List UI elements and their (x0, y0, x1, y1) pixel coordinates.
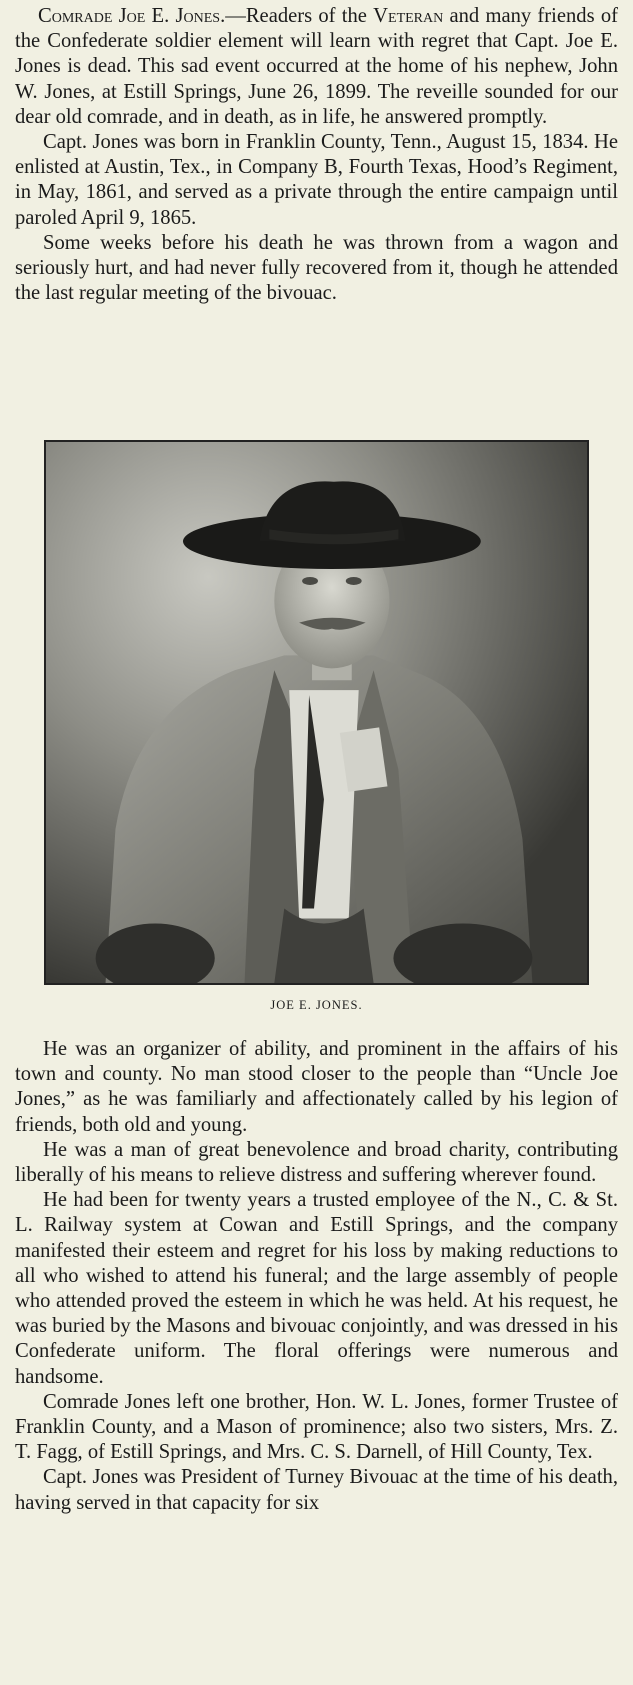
paragraph-8: Capt. Jones was President of Turney Bivouac at the time of his death, having served in that capacity for six (15, 1466, 618, 1514)
article-lead-name: Comrade Joe E. Jones (38, 5, 221, 27)
article-body (15, 1037, 618, 1516)
veteran-name: Veteran (373, 5, 444, 27)
paragraph-5: He was a man of great benevolence and broad charity, contributing liberally of his means to relieve distress and suffering wherever found. (15, 1138, 618, 1187)
paragraph-1 (15, 4, 618, 130)
portrait-photo (44, 440, 589, 985)
portrait-illustration (46, 442, 587, 983)
paragraph-1-text: and many friends of the Confederate soldier element will learn with regret that Capt. Joe E. Jones is dead. This sad event occurred at the home of his nephew, John W. Jones, at Estill Springs, June 26, 1899. The reveille sounded for our dear old comrade, and in death, as in life, he answered promptly. (15, 5, 619, 128)
lead-text: .—Readers of the (220, 5, 374, 27)
paragraph-2: Capt. Jones was born in Franklin County, Tenn., August 15, 1834. He enlisted at Austin, Tex., in Company B, Fourth Texas, Hood’s Regiment, in May, 1861, and served as a private through the entire campaign until paroled April 9, 1865. (15, 131, 618, 229)
paragraph-6: He had been for twenty years a trusted employee of the N., C. & St. L. Railway system at Cowan and Estill Springs, and the company manifested their esteem and regret for his loss by making reductions to all who wished to attend his funeral; and the large assembly of people who attended proved the esteem in which he was held. At his request, he was buried by the Masons and bivouac conjointly, and was dressed in his Confederate uniform. The floral offerings were numerous and handsome. (15, 1189, 618, 1388)
paragraph-4: He was an organizer of ability, and prominent in the affairs of his town and county. No man stood closer to the people than “Uncle Joe Jones,” as he was familiarly and affectionately called by his legion of friends, both old and young. (15, 1038, 618, 1136)
article-intro (15, 4, 618, 306)
paragraph-7: Comrade Jones left one brother, Hon. W. L. Jones, former Trustee of Franklin County, and a Mason of prominence; also two sisters, Mrs. Z. T. Fagg, of Estill Springs, and Mrs. C. S. Darnell, of Hill County, Tex. (15, 1390, 618, 1464)
photo-caption: JOE E. JONES. (270, 998, 363, 1012)
paragraph-3: Some weeks before his death he was thrown from a wagon and seriously hurt, and had never fully recovered from it, though he attended the last regular meeting of the bivouac. (15, 231, 618, 305)
